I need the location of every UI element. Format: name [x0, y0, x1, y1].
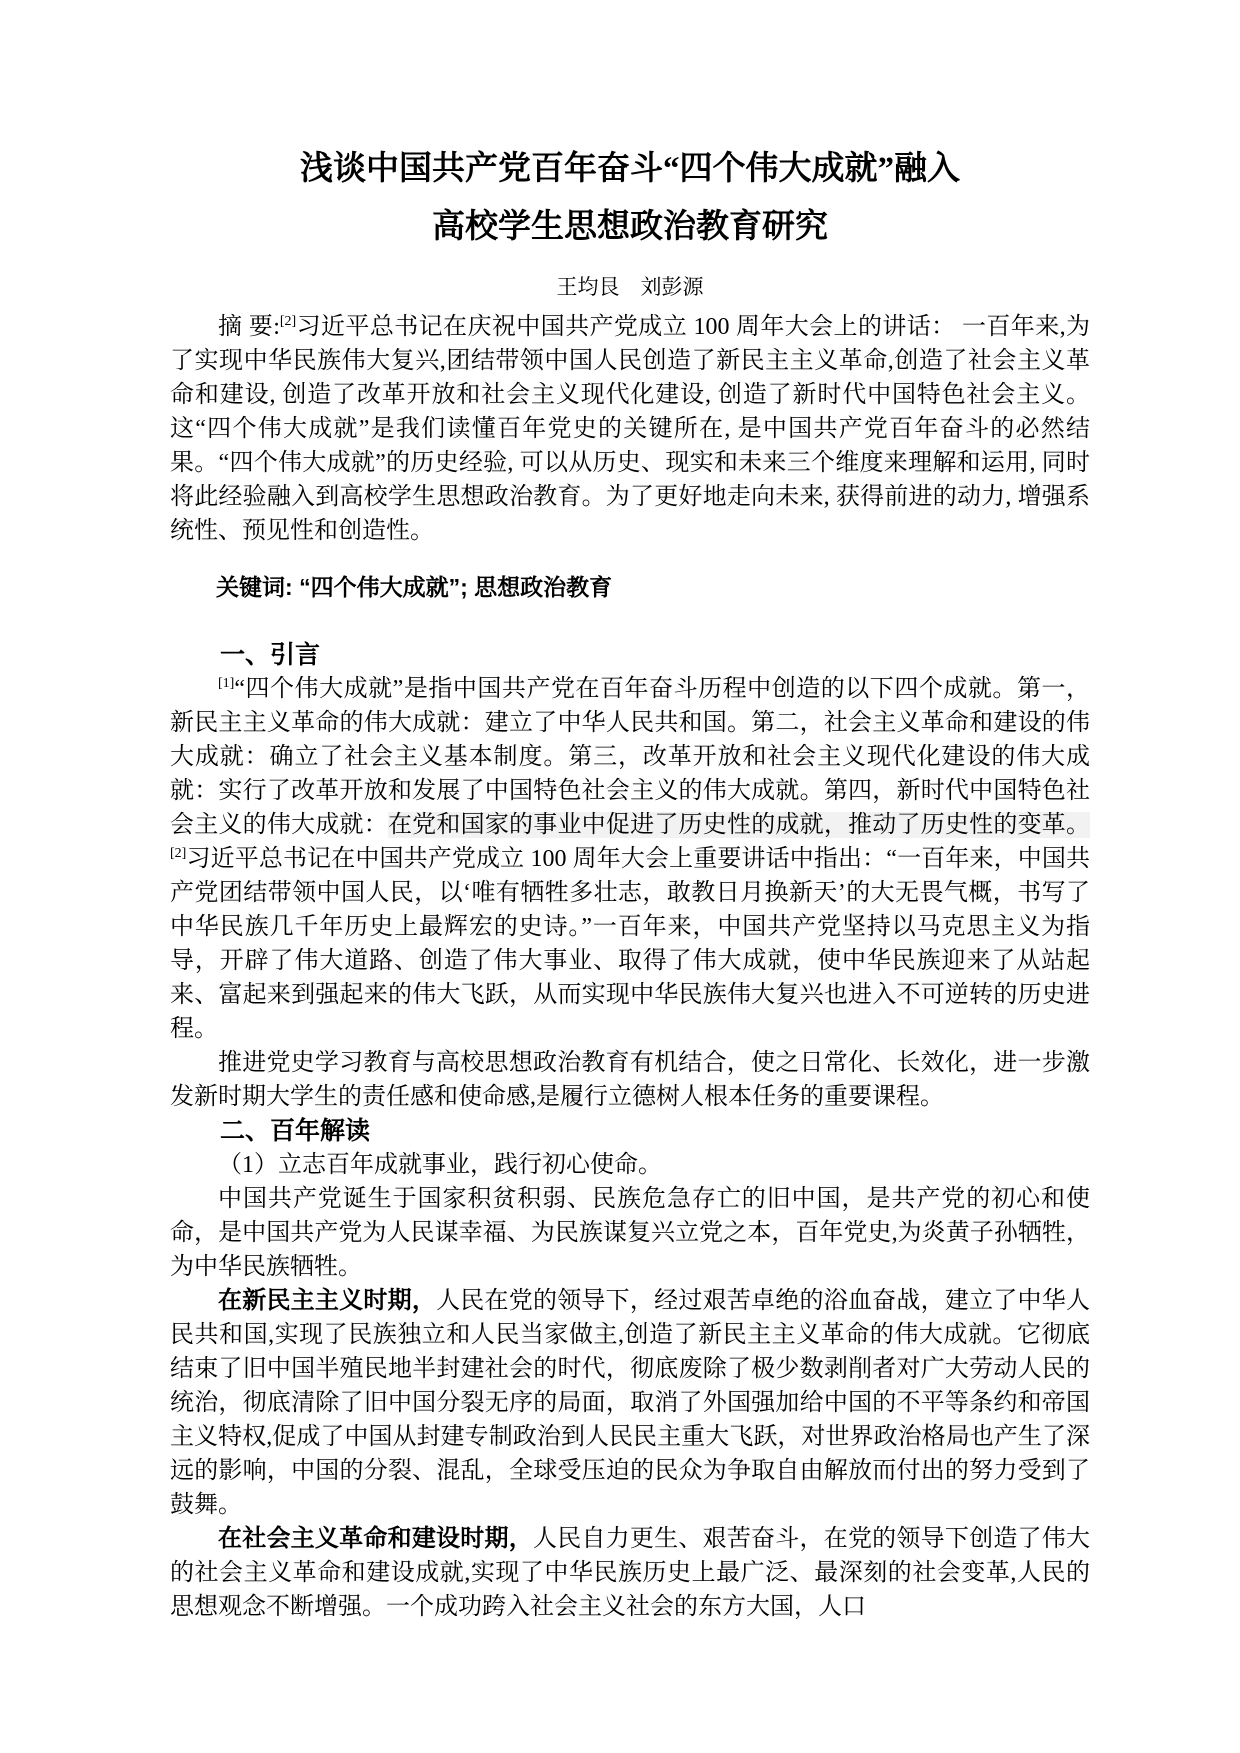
section-2-paragraph-2-text: 人民在党的领导下，经过艰苦卓绝的浴血奋战，建立了中华人民共和国,实现了民族独立和人民当家做主,创造了新民主主义革命的伟大成就。它彻底结束了旧中国半殖民地半封建社会的时代，彻底废除了极少数剥削者对广大劳动人民的统治，彻底清除了旧中国分裂无序的局面，取消了外国强加给中国的不平等条约和帝国主义特权,促成了中国从封建专制政治到人民民主重大飞跃，对世界政治格局也产生了深远的影响，中国的分裂、混乱，全球受压迫的民众为争取自由解放而付出的努力受到了鼓舞。: [170, 1288, 1091, 1518]
section-2-paragraph-3: [170, 1522, 1090, 1624]
section-2-subheading-1: （1）立志百年成就事业，践行初心使命。: [218, 1152, 662, 1178]
section-1-paragraph-1: [170, 672, 1090, 1046]
keywords-label: 关键词:: [216, 574, 300, 600]
abstract-ref-marker: [2]: [279, 314, 297, 329]
abstract-paragraph: [170, 310, 1090, 548]
abstract-label: 摘 要:: [218, 314, 280, 340]
authors-line: 王均艮 刘彭源: [556, 275, 704, 299]
section-2-paragraph-3-text: 人民自力更生、艰苦奋斗，在党的领导下创造了伟大的社会主义革命和建设成就,实现了中华民族历史上最广泛、最深刻的社会变革,人民的思想观念不断增强。一个成功跨入社会主义社会的东方大国，人口: [170, 1526, 1091, 1620]
paper-title: [170, 140, 1090, 256]
highlighted-text: 在党和国家的事业中促进了历史性的成就，推动了历史性的变革。: [387, 812, 1091, 838]
section-1-paragraph-1-text-a: “四个伟大成就”是指中国共产党在百年奋斗历程中创造的以下四个成就。第一，新民主主义革命的伟大成就：建立了中华人民共和国。第二，社会主义革命和建设的伟大成就：确立了社会主义基本制度。第三，改革开放和社会主义现代化建设的伟大成就：实行了改革开放和发展了中国特色社会主义的伟大成就。第四，新时代中国特色社会主义的伟大成就：: [170, 676, 1090, 838]
keywords-line: [170, 570, 1090, 604]
section-2-paragraph-3-lead: 在社会主义革命和建设时期，: [218, 1525, 533, 1552]
section-2-heading: 二、百年解读: [220, 1117, 371, 1145]
section-1-paragraph-2: 推进党史学习教育与高校思想政治教育有机结合，使之日常化、长效化，进一步激发新时期大学生的责任感和使命感,是履行立德树人根本任务的重要课程。: [170, 1050, 1090, 1110]
section-2-paragraph-2: [170, 1284, 1090, 1522]
ref-marker-2: [2]: [170, 846, 187, 861]
section-2-paragraph-2-lead: 在新民主主义时期，: [218, 1287, 437, 1314]
paper-title-line1: 浅谈中国共产党百年奋斗“四个伟大成就”融入: [300, 151, 960, 187]
keywords-text: “四个伟大成就”; 思想政治教育: [299, 574, 613, 600]
ref-marker-1: [1]: [218, 676, 235, 691]
section-2-paragraph-1: 中国共产党诞生于国家积贫积弱、民族危急存亡的旧中国，是共产党的初心和使命，是中国共产党为人民谋幸福、为民族谋复兴立党之本，百年党史,为炎黄子孙牺牲，为中华民族牺牲。: [170, 1186, 1090, 1280]
section-1-paragraph-1-text-b: 习近平总书记在中国共产党成立 100 周年大会上重要讲话中指出：“一百年来，中国共产党团结带领中国人民，以‘唯有牺牲多壮志，敢教日月换新天’的大无畏气概，书写了中华民族几千年历史上最辉宏的史诗。”一百年来，中国共产党坚持以马克思主义为指导，开辟了伟大道路、创造了伟大事业、取得了伟大成就，使中华民族迎来了从站起来、富起来到强起来的伟大飞跃，从而实现中华民族伟大复兴也进入不可逆转的历史进程。: [170, 846, 1090, 1042]
section-1-heading: 一、引言: [220, 641, 321, 669]
abstract-text: 习近平总书记在庆祝中国共产党成立 100 周年大会上的讲话： 一百年来,为了实现中华民族伟大复兴,团结带领中国人民创造了新民主主义革命,创造了社会主义革命和建设, 创造了改革开放和社会主义现代化建设, 创造了新时代中国特色社会主义。这“四个伟大成就”是我们读懂百年党史的关键所在, 是中国共产党百年奋斗的必然结果。“四个伟大成就”的历史经验, 可以从历史、现实和未来三个维度来理解和运用, 同时将此经验融入到高校学生思想政治教育。为了更好地走向未来, 获得前进的动力, 增强系统性、预见性和创造性。: [170, 314, 1091, 544]
paper-title-line2: 高校学生思想政治教育研究: [432, 209, 828, 245]
